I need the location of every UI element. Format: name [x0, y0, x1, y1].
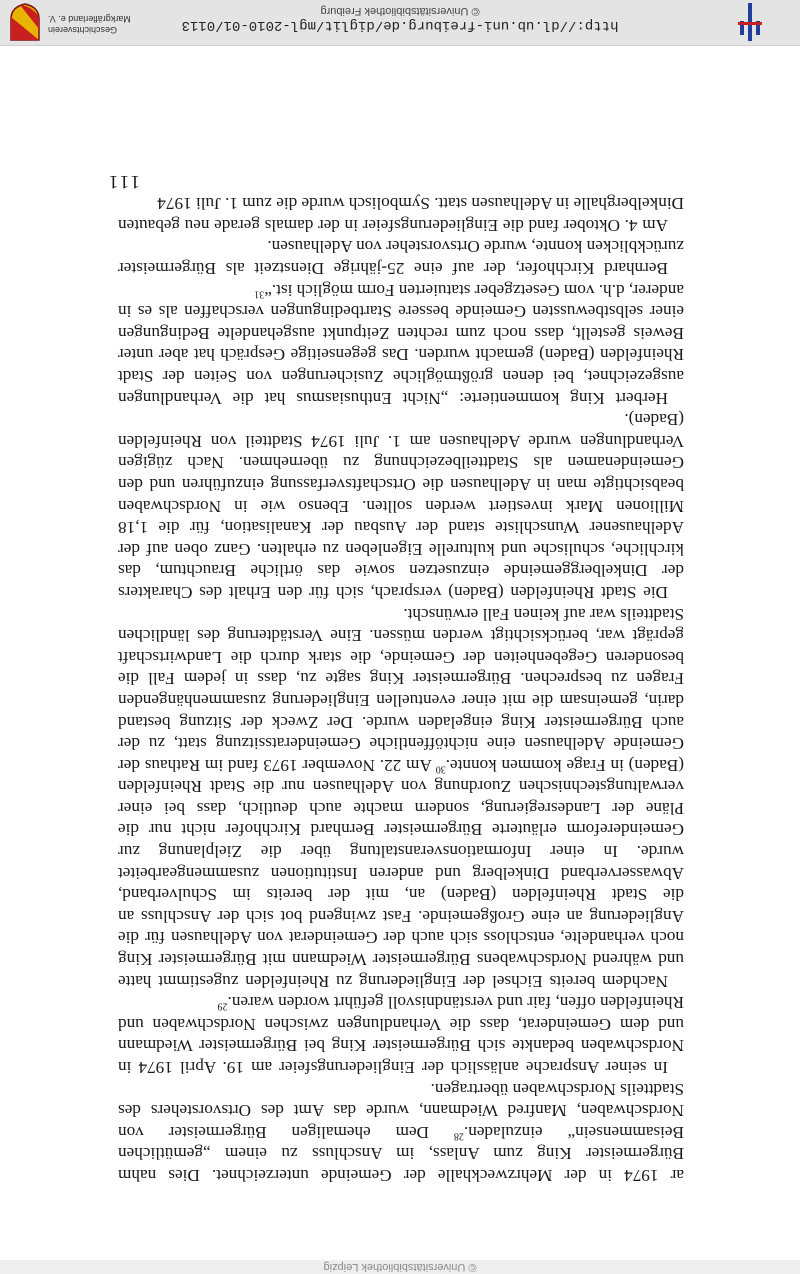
paragraph-6: Bernhard Kirchhofer, der auf eine 25-jährige Dienstzeit als Bürgermeister zurückblicken konnte, wurde Ortsvorsteher von Adelhausen.	[118, 237, 684, 279]
copyright-text: © Universitätsbibliothek Freiburg	[320, 5, 480, 17]
digital-library-bar	[0, 0, 800, 46]
footer-copyright: © Universitätsbibliothek Leipzig	[323, 1261, 477, 1273]
page-number: 111	[106, 171, 140, 192]
paragraph-7: Am 4. Oktober fand die Eingliederungsfeier in der damals gerade neu gebauten Dinkelberghalle in Adelhausen statt. Symbolisch wurde die zum 1. Juli 1974	[118, 194, 684, 235]
paragraph-5: Herbert King kommentierte: „Nicht Enthusiasmus hat die Verhandlungen ausgezeichnet, bei denen größtmögliche Zusicherungen von Seiten der Stadt Rheinfelden (Baden) gemacht wurden. Das gegenseitige Gespräch hat aber unter Beweis gestellt, dass noch zum rechten Zeitpunkt ausgehandelte Bedingungen einer selbstbewussten Gemeinde bessere Startbedingungen verschaffen als es in anderer, d.h. vom Gesetzgeber statuierten Form möglich ist.“$^{31}$	[118, 280, 684, 408]
paragraph-3: Nachdem bereits Eichsel der Eingliederung zu Rheinfelden zugestimmt hatte und während Nordschwabens Bürgermeister Wiedmann mit Bürgermeister King noch verhandelte, entschloss sich auch der Gemeinderat von Adelhausen für die Angliederung an eine Großgemeinde. Fast zwingend bot sich der Anschluss an die Stadt Rheinfelden (Baden) an, mit der bereits im Schulverband, Abwasserverband Dinkelberg und anderen Institutionen zusammengearbeitet wurde. In einer Informationsveranstaltung über die Zielplanung zur Gemeindereform erläuterte Bürgermeister Bernhard Kirchhofer nicht nur die Pläne der Landesregierung, sondern machte auch deutlich, dass bei einer verwaltungstechnischen Zuordnung von Adelhausen nur die Stadt Rheinfelden (Baden) in Frage kommen konnte.$^{30}$ Am 22. November 1973 fand im Rathaus der Gemeinde Adelhausen eine nichtöffentliche Gemeinderatssitzung statt, zu der auch Bürgermeister King eingeladen wurde. Der Zweck der Sitzung bestand darin, gemeinsam die mit einer eventuellen Eingliederung zusammenhängenden Fragen zu besprechen. Bürgermeister King sagte zu, dass in jedem Fall die besonderen Gegebenheiten der Gemeinde, die stark durch die Landwirtschaft geprägt war, berücksichtigt werden müssen. Eine Verstädterung des ländlichen Stadtteils war auf keinen Fall erwünscht.	[118, 604, 684, 991]
faint-footer-strip	[0, 1260, 800, 1274]
paragraph-4: Die Stadt Rheinfelden (Baden) versprach, sich für den Erhalt des Charakters der Dinkelberggemeinde einzusetzen sowie das örtliche Brauchtum, das kirchliche, schulische und kulturelle Eigenleben zu erhalten. Ganz oben auf der Adelhausener Wunschliste stand der Ausbau der Kanalisation, für die 1,18 Millionen Mark investiert werden sollten. Ebenso wie in Nordschwaben beabsichtigte man in Adelhausen die Ortschaftsverfassung einzuführen und den Gemeindenamen als Stadtteilbezeichnung zu übernehmen. Nach zügigen Verhandlungen wurde Adelhausen am 1. Juli 1974 Stadtteil von Rheinfelden (Baden).	[118, 410, 684, 602]
paragraph-2: In seiner Ansprache anlässlich der Eingliederungsfeier am 19. April 1974 in Nordschwaben bedankte sich Bürgermeister King bei Bürgermeister Wiedmann und dem Gemeinderat, dass die Verhandlungen zwischen Nordschwaben und Rheinfelden offen, fair und verständnisvoll geführt worden waren.$^{29}$	[118, 993, 684, 1078]
society-logo	[10, 1, 180, 41]
society-crest-icon	[10, 3, 40, 41]
document-url[interactable]: http://dl.ub.uni-freiburg.de/diglit/mgl-2010-01/0113	[181, 17, 619, 33]
page-text	[118, 193, 684, 1186]
paragraph-1: ar 1974 in der Mehrzweckhalle der Gemeinde unterzeichnet. Dies nahm Bürgermeister King zum Anlass, im Anschluss zu einem „gemütlichen Beisammensein“ einzuladen.$^{28}$ Dem ehemaligen Bürgermeister von Nordschwaben, Manfred Wiedmann, wurde das Amt des Ortsvorstehers des Stadtteils Nordschwaben übertragen.	[118, 1079, 684, 1185]
society-name: Geschichtsverein Markgräflerland e. V.	[48, 14, 131, 35]
